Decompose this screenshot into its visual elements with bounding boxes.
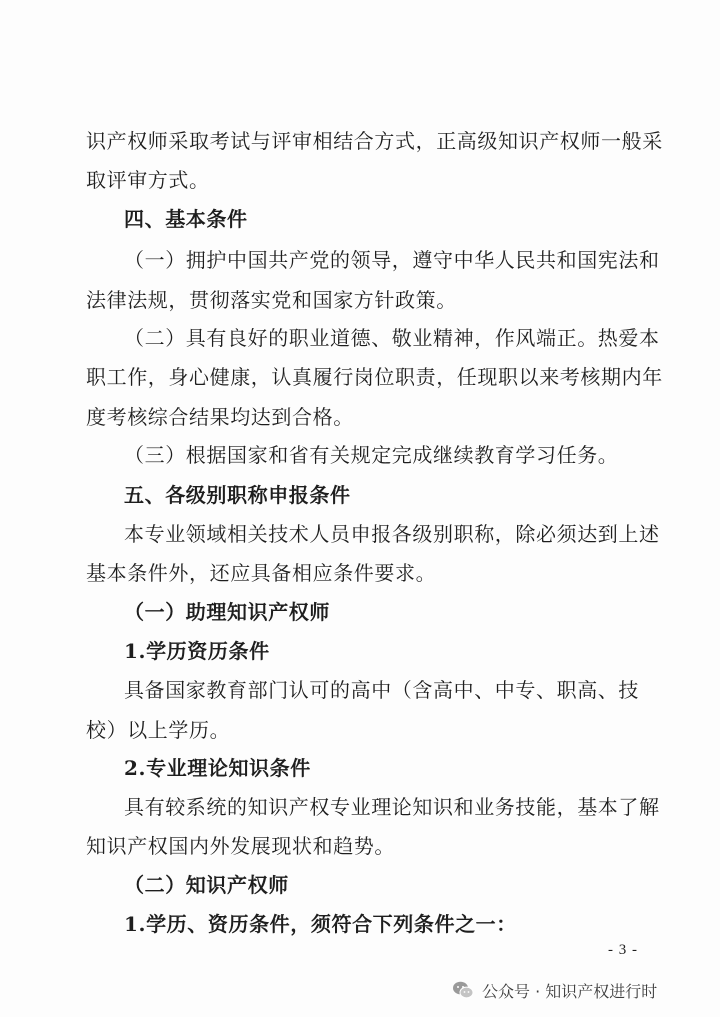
text-line: （三）根据国家和省有关规定完成继续教育学习任务。: [124, 443, 619, 467]
text-line: 具备国家教育部门认可的高中（含高中、中专、职高、技: [124, 678, 639, 702]
wechat-icon: [452, 979, 474, 1001]
watermark-text: 公众号 · 知识产权进行时: [482, 981, 658, 1001]
item-heading: 1.学历资历条件: [124, 639, 270, 663]
text-line: 知识产权国内外发展现状和趋势。: [86, 834, 395, 858]
text-line: 具有较系统的知识产权专业理论知识和业务技能，基本了解: [124, 795, 660, 819]
text-line: 校）以上学历。: [86, 718, 231, 742]
text-line: （一）拥护中国共产党的领导，遵守中华人民共和国宪法和: [124, 248, 660, 272]
section-heading: 四、基本条件: [124, 207, 248, 231]
text-line: 本专业领域相关技术人员申报各级别职称，除必须达到上述: [124, 522, 660, 546]
text-line: （二）具有良好的职业道德、敬业精神，作风端正。热爱本: [124, 326, 660, 350]
page-number: - 3 -: [608, 942, 638, 958]
text-line: 度考核综合结果均达到合格。: [86, 405, 354, 429]
section-heading: 五、各级别职称申报条件: [124, 483, 351, 507]
subsection-heading: （一）助理知识产权师: [124, 600, 330, 624]
text-line: 基本条件外，还应具备相应条件要求。: [86, 561, 437, 585]
subsection-heading: （二）知识产权师: [124, 873, 289, 897]
item-heading: 2.专业理论知识条件: [124, 756, 311, 780]
text-line: 职工作，身心健康，认真履行岗位职责，任现职以来考核期内年: [86, 365, 663, 389]
text-line: 取评审方式。: [86, 168, 210, 192]
watermark: [452, 975, 657, 1005]
text-line: 识产权师采取考试与评审相结合方式，正高级知识产权师一般采: [86, 129, 663, 153]
item-heading: 1.学历、资历条件，须符合下列条件之一：: [124, 912, 517, 936]
text-line: 法律法规，贯彻落实党和国家方针政策。: [86, 288, 457, 312]
